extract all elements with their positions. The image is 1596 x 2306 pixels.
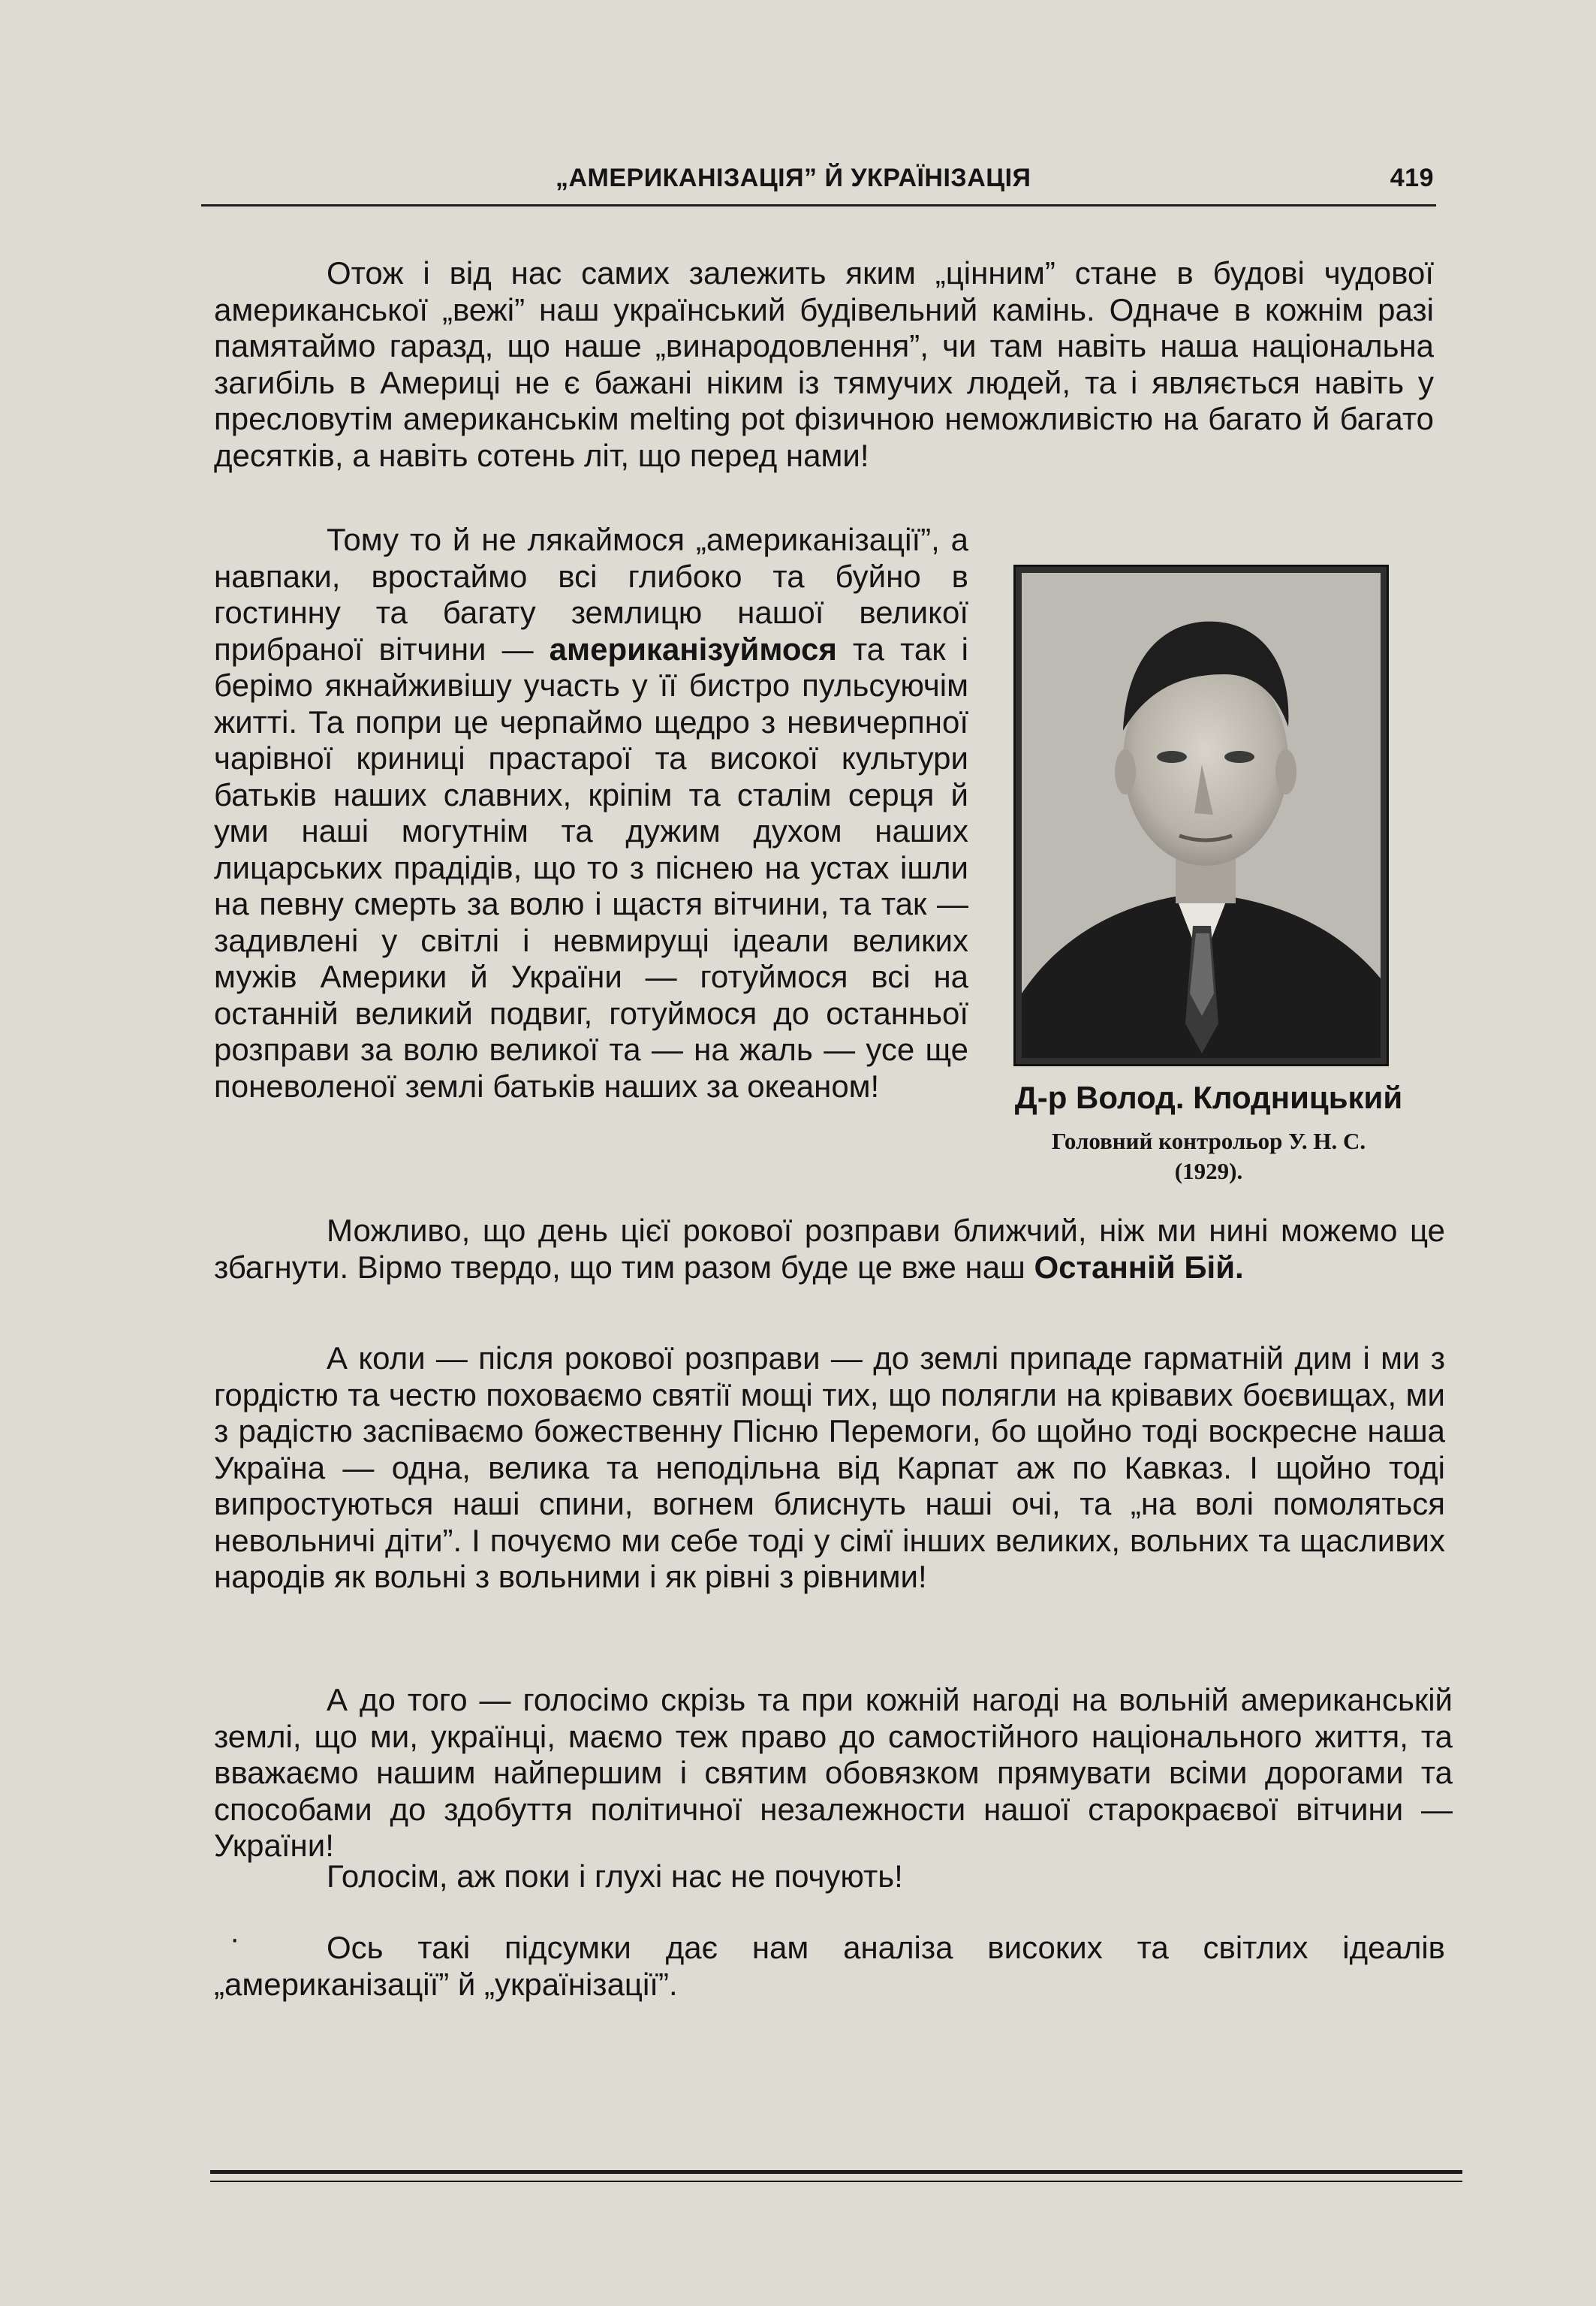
photo-caption-name: Д-р Волод. Клодницький: [1014, 1080, 1403, 1115]
paragraph-4: А коли — після рокової розправи — до землі припаде гарматній дим і ми з гордістю та честю поховаємо святії мощі тих, що полягли на крівавих боєвищах, ми з радістю заспіваємо божественну Пісню Перемоги, бо щойно тоді воскресне наша Україна — одна, велика та неподільна від Карпат аж по Кавказ. І щойно тоді випростуються наші спини, вогнем блиснуть наші очі, та „на волі помоляться невольничі діти”. І почуємо ми себе тоді у сімї інших великих, вольних та щасливих народів як вольні з вольними і як рівні з рівними!: [214, 1340, 1445, 1594]
paragraph-2-text-a: Тому то й не лякаймося „американізації”, а навпаки, вростаймо всі глибоко та буйно в гостинну та багату землицю нашої великої прибраної вітчини —: [214, 522, 968, 667]
paragraph-3-bold: Останній Бій.: [1034, 1249, 1244, 1285]
header-rule: [201, 204, 1436, 206]
paragraph-7: Ось такі підсумки дає нам аналіза високих та світлих ідеалів „американізації” й „українізації”.: [214, 1930, 1445, 2002]
paragraph-1: Отож і від нас самих залежить яким „цінним” стане в будові чудової американської „вежі” наш український будівельний камінь. Одначе в кожнім разі памятаймо гаразд, що наше „винародовлення”, чи там навіть наша національна загибіль в Америці не є бажані ніким із тямучих людей, та і являється навіть у пресловутім американськім melting pot фізичною неможливістю на багато й багато десятків, а навіть сотень літ, що перед нами!: [214, 255, 1434, 473]
paragraph-2: [214, 522, 968, 1105]
photo-caption-role: Головний контрольор У. Н. С.: [1051, 1128, 1366, 1154]
footer-rule-thick: [210, 2170, 1462, 2174]
running-title: „АМЕРИКАНІЗАЦІЯ” Й УКРАЇНІЗАЦІЯ: [556, 164, 1031, 192]
photo-caption-year: (1929).: [1174, 1158, 1243, 1184]
paragraph-3: [214, 1213, 1445, 1286]
paragraph-2-bold: американізуймося: [549, 631, 837, 667]
photo-caption-details: [998, 1126, 1419, 1186]
paragraph-5: А до того — голосімо скрізь та при кожній нагоді на вольній американській землі, що ми, українці, маємо теж право до самостійного національного життя, та вважаємо нашим найпершим і святим обовязком прямувати всіми дорогами та способами до здобуття політичної незалежности нашої старокраєвої вітчини — України!: [214, 1682, 1453, 1863]
paragraph-6: Голосім, аж поки і глухі нас не почують!: [327, 1858, 903, 1894]
footer-rule-thin: [210, 2181, 1462, 2182]
bullet-mark: ·: [230, 1922, 240, 1955]
page-number: 419: [1390, 164, 1434, 192]
portrait-illustration: [1022, 573, 1381, 1058]
paragraph-2-text-b: та так і берімо якнайживішу участь у її бистро пульсуючім житті. Та попри це черпаймо щедро з невичерпної чарівної криниці прастарої та високої культури батьків наших славних, кріпім та сталім серця й уми наші могутнім та дужим духом наших лицарських прадідів, що то з піснею на устах ішли на певну смерть за волю і щастя вітчини, та так — задивлені у світлі і невмирущі ідеали великих мужів Америки й України — готуймося всі на останній великий подвиг, готуймося до останньої розправи за волю великої та — на жаль — усе ще поневоленої землі батьків наших за океаном!: [214, 631, 968, 1104]
portrait-image: [1022, 573, 1381, 1058]
running-head: [203, 164, 1434, 201]
paragraph-3-text: Можливо, що день цієї рокової розправи ближчий, ніж ми нині можемо це збагнути. Вірмо твердо, що тим разом буде це вже наш: [214, 1213, 1445, 1285]
portrait-photo: [1013, 565, 1389, 1066]
